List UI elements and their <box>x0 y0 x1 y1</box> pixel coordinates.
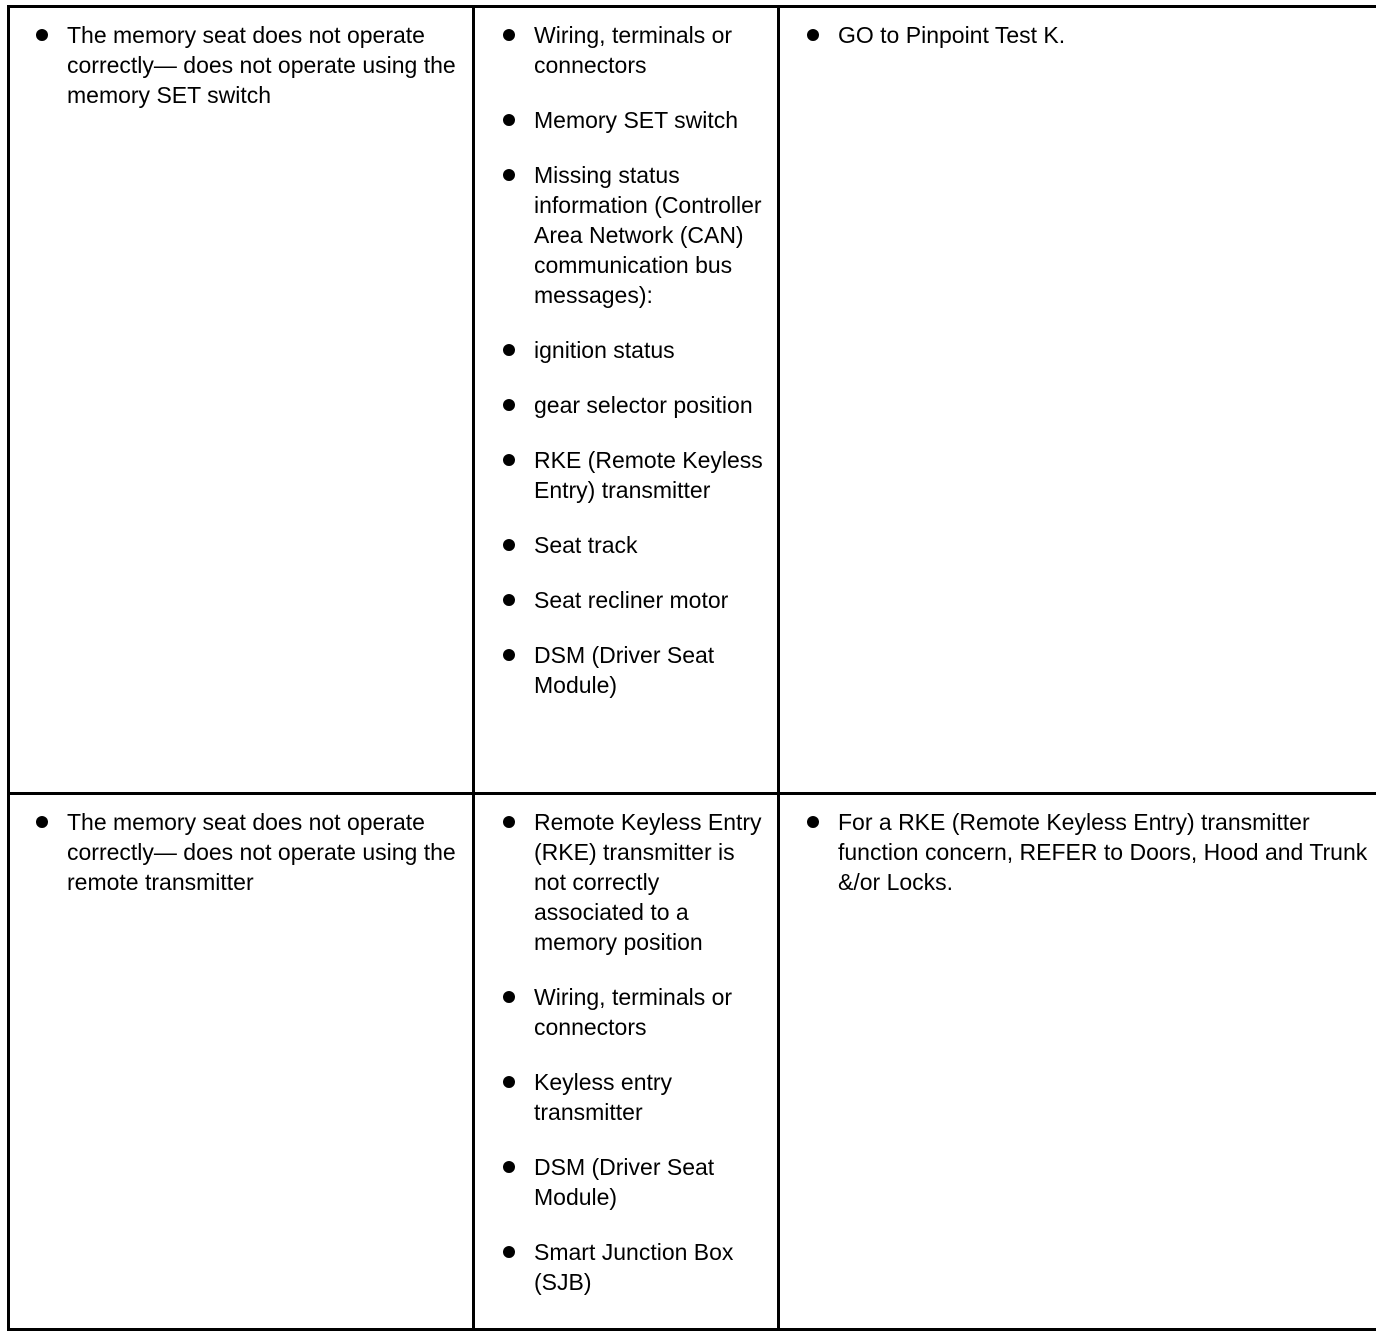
bullet-icon <box>36 816 48 828</box>
source-text: Keyless entry transmitter <box>534 1069 673 1125</box>
action-list <box>786 807 1376 897</box>
condition-cell <box>9 7 474 794</box>
list-item <box>16 20 466 110</box>
source-text: RKE (Remote Keyless Entry) transmitter <box>534 447 763 503</box>
list-item <box>481 530 771 560</box>
list-item <box>481 160 771 310</box>
list-item <box>786 20 1376 50</box>
sources-list <box>481 20 771 700</box>
action-cell <box>779 794 1376 1330</box>
bullet-icon <box>503 399 515 411</box>
bullet-icon <box>503 344 515 356</box>
list-item <box>481 335 771 365</box>
list-item <box>481 1237 771 1297</box>
source-text: DSM (Driver Seat Module) <box>534 1154 715 1210</box>
source-text: Smart Junction Box (SJB) <box>534 1239 734 1295</box>
bullet-icon <box>503 1246 515 1258</box>
list-item <box>481 20 771 80</box>
sources-list <box>481 807 771 1297</box>
bullet-icon <box>503 594 515 606</box>
possible-sources-cell <box>474 7 779 794</box>
bullet-icon <box>503 454 515 466</box>
source-text: Seat recliner motor <box>534 587 729 613</box>
action-list <box>786 20 1376 50</box>
list-item <box>786 807 1376 897</box>
bullet-icon <box>503 649 515 661</box>
source-text: ignition status <box>534 337 675 363</box>
bullet-icon <box>807 816 819 828</box>
list-item <box>481 445 771 505</box>
list-item <box>481 807 771 957</box>
action-text: GO to Pinpoint Test K. <box>838 22 1066 48</box>
bullet-icon <box>807 29 819 41</box>
table-row <box>9 7 1376 794</box>
bullet-icon <box>503 539 515 551</box>
bullet-icon <box>503 1076 515 1088</box>
source-text: Wiring, terminals or connectors <box>534 984 733 1040</box>
action-text: For a RKE (Remote Keyless Entry) transmitter function concern, REFER to Doors, Hood and Trunk &/or Locks. <box>838 809 1368 895</box>
list-item <box>16 807 466 897</box>
list-item <box>481 390 771 420</box>
list-item <box>481 982 771 1042</box>
list-item <box>481 585 771 615</box>
condition-text: The memory seat does not operate correctly— does not operate using the memory SET switch <box>67 22 456 108</box>
bullet-icon <box>503 1161 515 1173</box>
source-text: gear selector position <box>534 392 753 418</box>
source-text: Wiring, terminals or connectors <box>534 22 733 78</box>
list-item <box>481 1152 771 1212</box>
condition-cell <box>9 794 474 1330</box>
bullet-icon <box>503 114 515 126</box>
source-text: Remote Keyless Entry (RKE) transmitter is not correctly associated to a memory position <box>534 809 762 955</box>
bullet-icon <box>503 816 515 828</box>
table-row <box>9 794 1376 1330</box>
bullet-icon <box>36 29 48 41</box>
list-item <box>481 640 771 700</box>
action-cell <box>779 7 1376 794</box>
bullet-icon <box>503 169 515 181</box>
source-text: Seat track <box>534 532 638 558</box>
list-item <box>481 105 771 135</box>
source-text: Missing status information (Controller Area Network (CAN) communication bus messages): <box>534 162 762 308</box>
source-text: DSM (Driver Seat Module) <box>534 642 715 698</box>
condition-list <box>16 20 466 110</box>
bullet-icon <box>503 29 515 41</box>
source-text: Memory SET switch <box>534 107 739 133</box>
condition-text: The memory seat does not operate correctly— does not operate using the remote transmitter <box>67 809 456 895</box>
condition-list <box>16 807 466 897</box>
possible-sources-cell <box>474 794 779 1330</box>
list-item <box>481 1067 771 1127</box>
bullet-icon <box>503 991 515 1003</box>
symptom-chart-table <box>7 5 1376 1331</box>
